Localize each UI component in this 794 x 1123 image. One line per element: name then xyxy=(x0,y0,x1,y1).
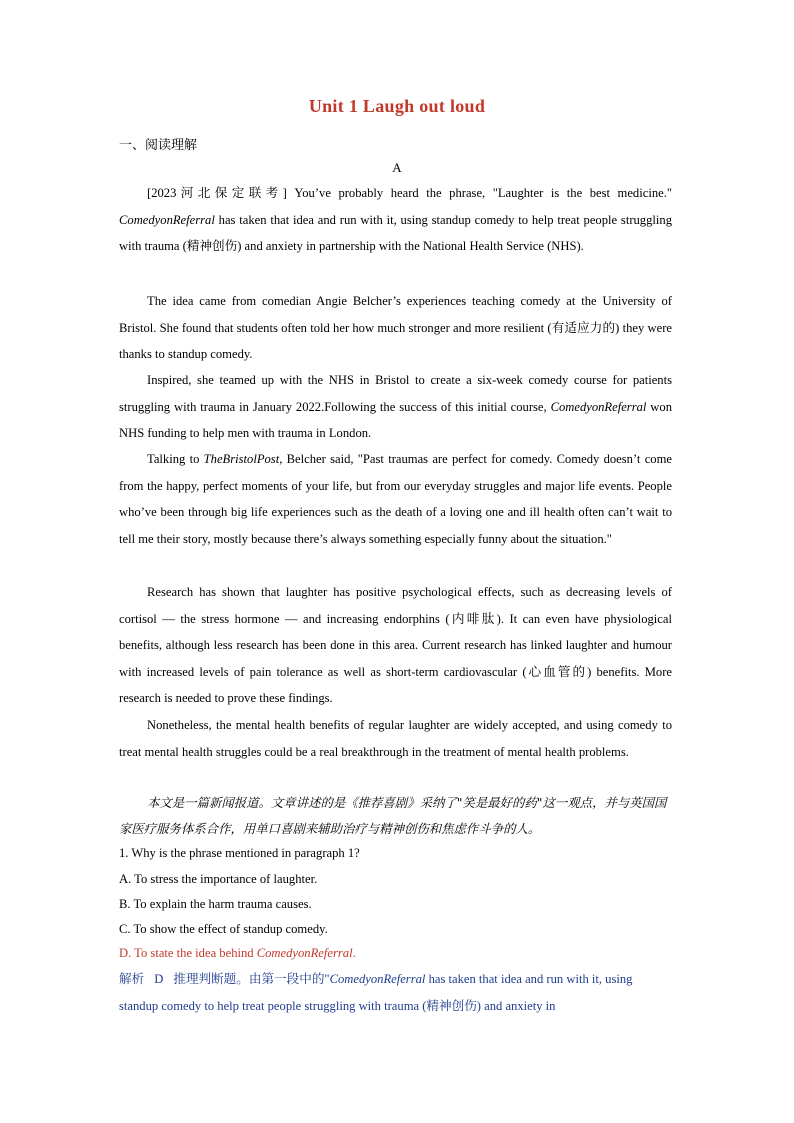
page-title: Unit 1 Laugh out loud xyxy=(308,96,486,116)
option-d-italic: ComedyonReferral xyxy=(256,946,353,960)
paragraph-3-text-c: won NHS funding to help men with trauma in London. xyxy=(119,399,672,440)
paragraph-1-text-c: has taken that idea and run with it, using standup comedy to help treat people struggling with trauma (精神创伤) and anxiety in partnership with the National Health Service (NHS). xyxy=(119,212,672,253)
option-c: C. To show the effect of standup comedy. xyxy=(119,922,328,936)
option-b: B. To explain the harm trauma causes. xyxy=(119,897,312,911)
option-a: A. To stress the importance of laughter. xyxy=(119,872,318,886)
analysis-italic: ComedyonReferral xyxy=(329,972,426,986)
option-d-correct xyxy=(119,946,356,961)
paragraph-3-text-a: Inspired, she teamed up with the NHS in Bristol to create a six-week comedy course for patients struggling with trauma in January 2022.Following the success of this initial course, xyxy=(119,373,672,414)
paragraph-3-italic: ComedyonReferral xyxy=(550,399,647,414)
section-heading: 一、阅读理解 xyxy=(119,137,198,152)
paragraph-3 xyxy=(119,367,672,447)
analysis-text-c: has taken that idea and run with it, using standup comedy to help treat people struggling with trauma (精神创伤) and anxiety in xyxy=(119,972,633,1013)
paragraph-4-text-a: Talking to xyxy=(147,452,204,466)
paragraph-1-italic: ComedyonReferral xyxy=(119,212,215,227)
passage-label: A xyxy=(392,160,402,175)
analysis-answer: D xyxy=(154,972,164,986)
paragraph-5: Research has shown that laughter has positive psychological effects, such as decreasing levels of cortisol — the stress hormone — and increasing endorphins (内啡肽). It can even have physiological benefits, although less research has been done in this area. Current research has linked laughter and humour with increased levels of pain tolerance as well as short-term cardiovascular (心血管的) benefits. More research is needed to prove these findings. xyxy=(119,585,672,705)
paragraph-6: Nonetheless, the mental health benefits of regular laughter are widely accepted, and using comedy to treat mental health struggles could be a real breakthrough in the treatment of mental health problems. xyxy=(119,718,672,759)
analysis-label: 解析 xyxy=(119,972,145,986)
paragraph-4 xyxy=(119,446,672,552)
paragraph-2: The idea came from comedian Angie Belcher’s experiences teaching comedy at the University of Bristol. She found that students often told her how much stronger and more resilient (有适应力的) they were thanks to standup comedy. xyxy=(119,294,672,361)
option-d-text: D. To state the idea behind xyxy=(119,946,257,960)
paragraph-4-italic: TheBristolPost xyxy=(203,452,280,466)
option-d-end: . xyxy=(352,946,356,960)
paragraph-4-text-c: , Belcher said, "Past traumas are perfect for comedy. Comedy doesn’t come from the happy, perfect moments of your life, but from our everyday struggles and major life events. People who’ve been through big life experiences such as the death of a loving one and ill health often can’t wait to tell me their story, mostly because there’s always something especially funny about the situation." xyxy=(119,452,672,546)
analysis-block xyxy=(119,966,672,1020)
question-stem: 1. Why is the phrase mentioned in paragraph 1? xyxy=(119,846,360,860)
analysis-text-a: 推理判断题。由第一段中的" xyxy=(173,972,330,986)
paragraph-1 xyxy=(119,180,672,260)
paragraph-1-text-a: [2023河北保定联考] You’ve probably heard the phrase, "Laughter is the best medicine." xyxy=(147,186,672,200)
passage-summary: 本文是一篇新闻报道。文章讲述的是《推荐喜剧》采纳了"笑是最好的药"这一观点，并与英国国家医疗服务体系合作，用单口喜剧来辅助治疗与精神创伤和焦虑作斗争的人。 xyxy=(119,795,667,836)
